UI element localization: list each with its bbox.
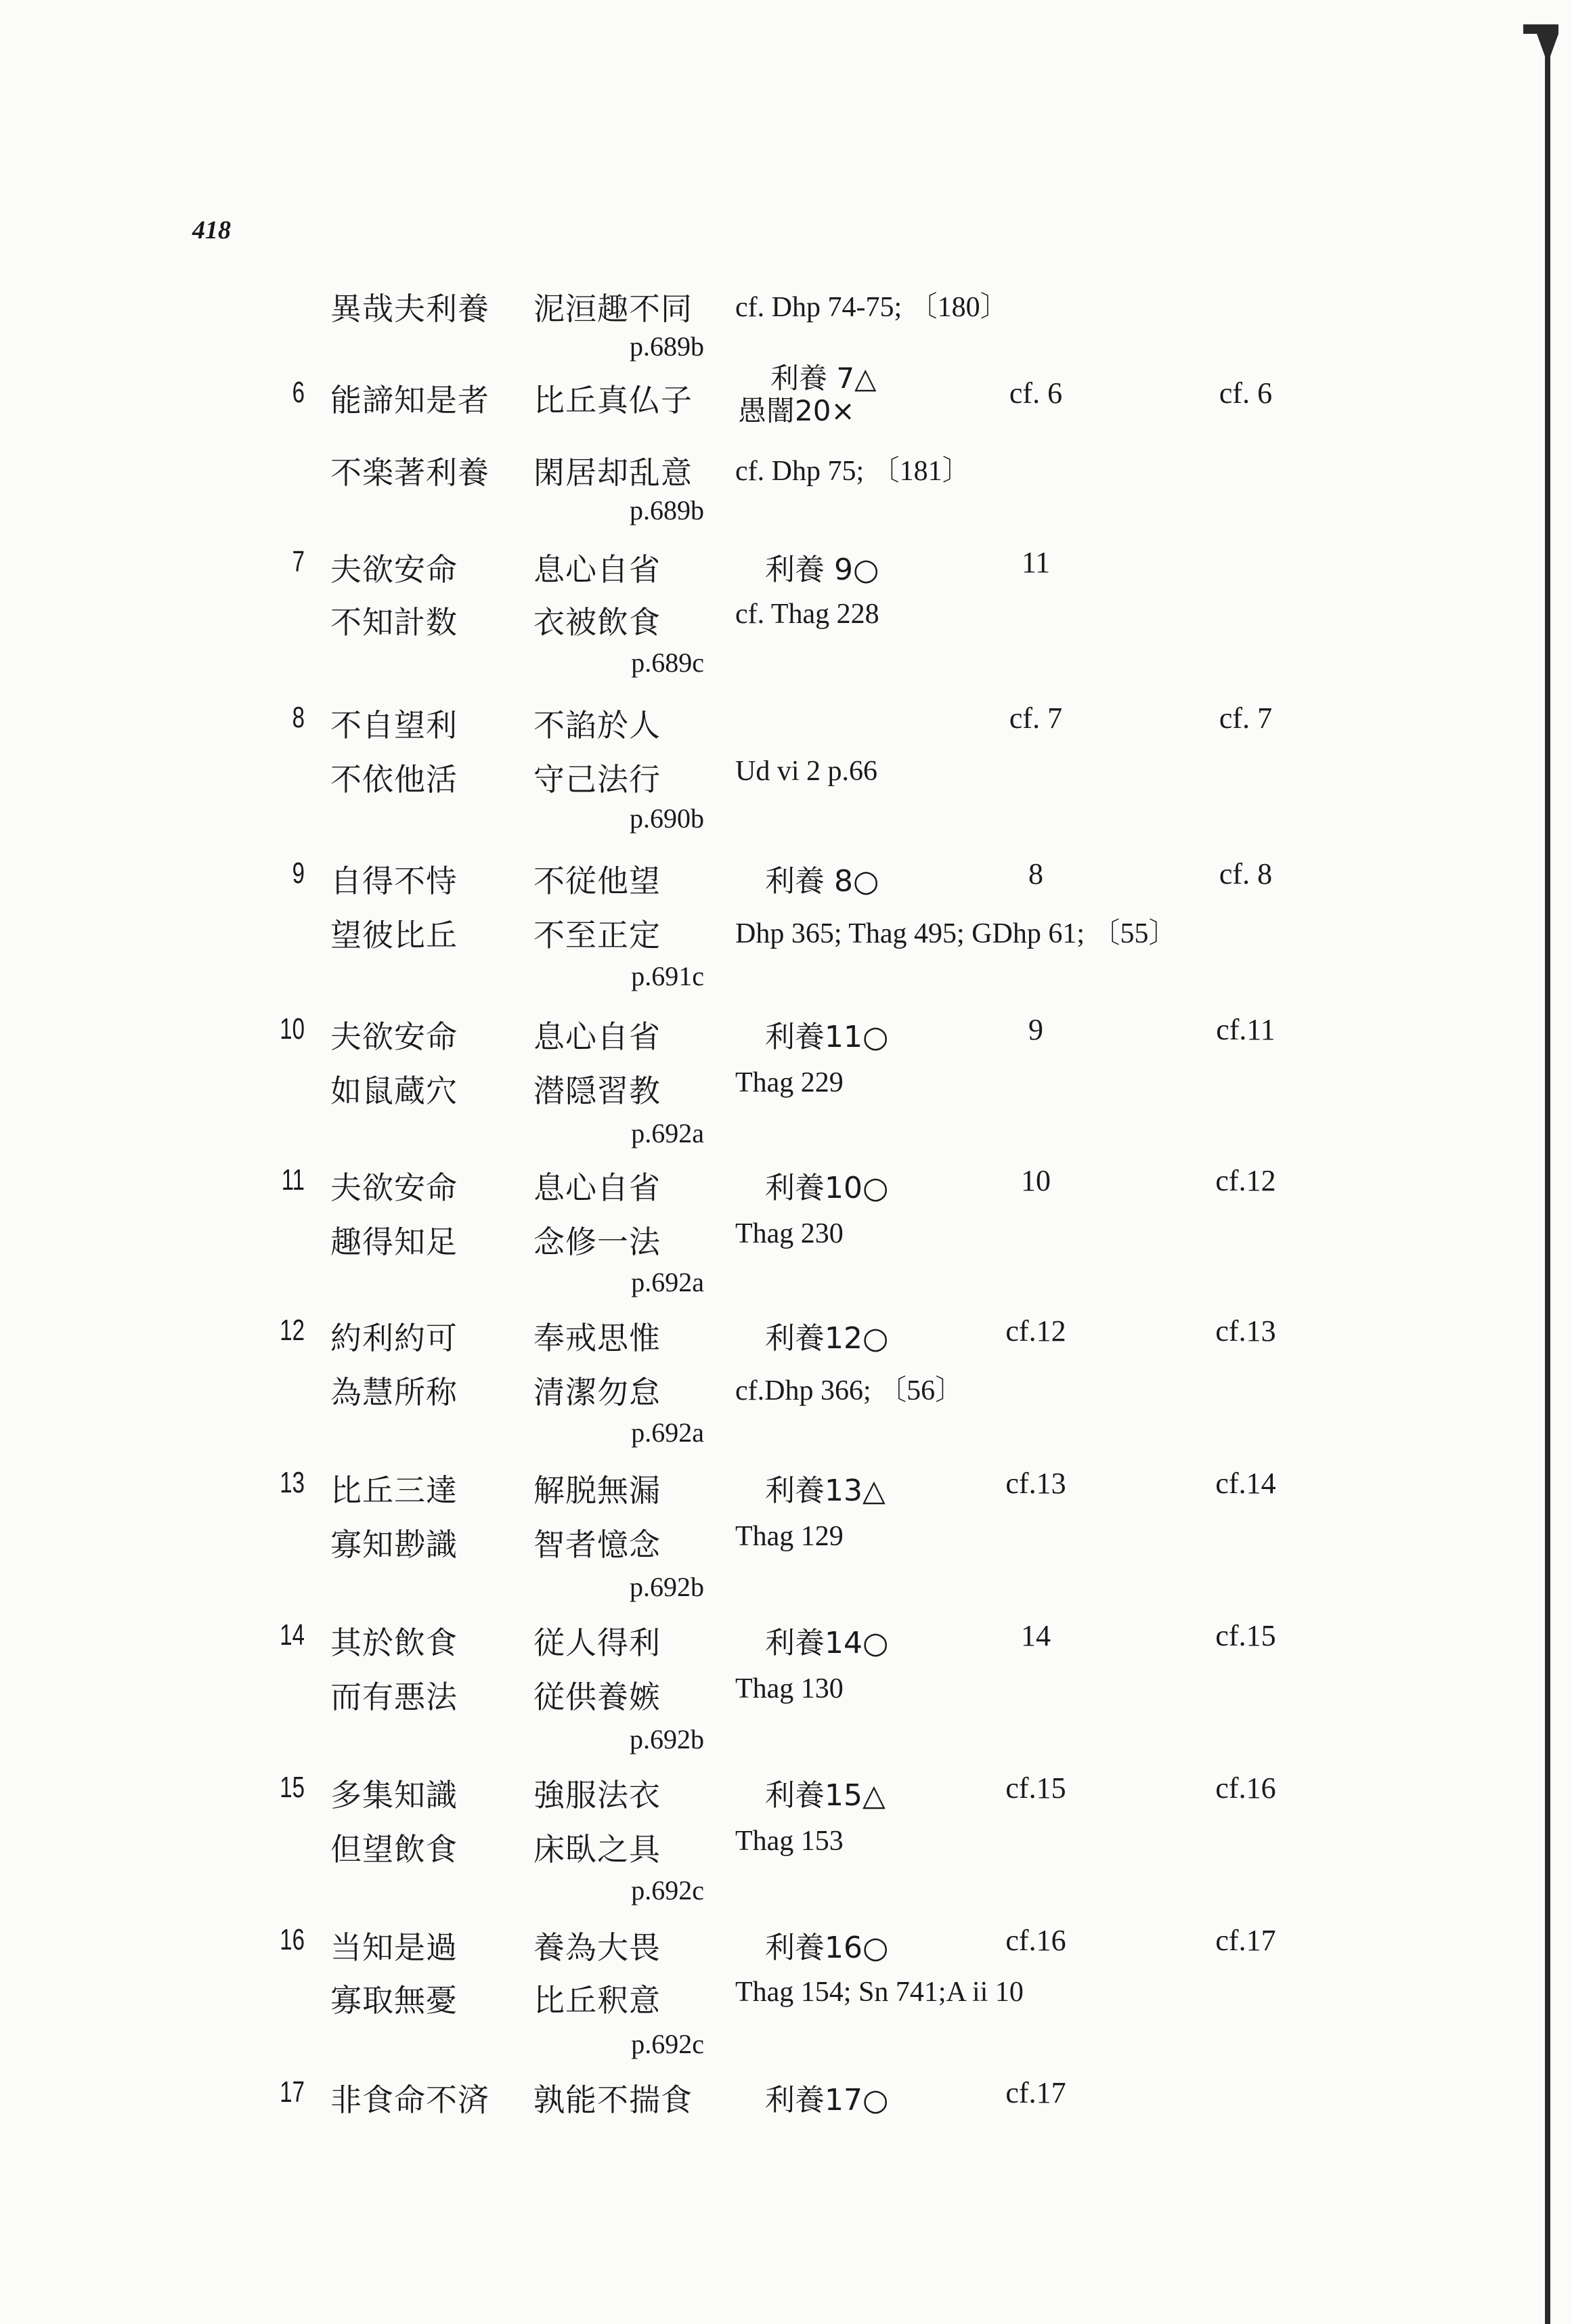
verse-number: 14 (280, 1618, 305, 1652)
parallel-reference: 利養15△ (765, 1778, 886, 1813)
verse-number: 8 (292, 701, 305, 734)
chinese-verse-line-b: 潜隠習教 (533, 1073, 661, 1109)
parallel-reference: Thag 230 (735, 1218, 844, 1249)
concordance-col-5: cf.11 (1216, 1013, 1275, 1046)
concordance-col-4: cf. 6 (1009, 376, 1063, 410)
concordance-col-5: cf.14 (1215, 1467, 1276, 1500)
chinese-verse-line-b: 従供養嫉 (533, 1679, 661, 1715)
chinese-verse-line-b: 清潔勿怠 (533, 1374, 661, 1411)
verse-number: 17 (280, 2075, 305, 2109)
verse-number: 11 (281, 1163, 305, 1197)
page-reference: p.692a (631, 1417, 704, 1448)
page-reference: p.692b (630, 1724, 704, 1755)
chinese-verse-line-a: 夫欲安命 (330, 1169, 458, 1206)
concordance-col-5: cf. 7 (1219, 702, 1273, 735)
chinese-verse-line-b: 息心自省 (533, 1018, 661, 1055)
chinese-verse-line-b: 息心自省 (533, 551, 661, 588)
parallel-reference: Dhp 365; Thag 495; GDhp 61; 〔55〕 (735, 918, 1177, 949)
parallel-reference: Thag 130 (735, 1673, 844, 1704)
parallel-reference: 利養16○ (765, 1931, 889, 1965)
parallel-reference: 利養10○ (765, 1171, 889, 1205)
concordance-col-4: 14 (1021, 1619, 1051, 1652)
parallel-reference: cf. Dhp 74-75; 〔180〕 (735, 292, 1009, 323)
chinese-verse-line-b: 不諂於人 (533, 707, 661, 744)
chinese-verse-line-a: 夫欲安命 (330, 1018, 458, 1055)
chinese-verse-line-a: 夫欲安命 (330, 551, 458, 588)
chinese-verse-line-a: 異哉夫利養 (330, 290, 489, 327)
parallel-reference (738, 362, 876, 427)
concordance-col-5: cf.15 (1215, 1619, 1276, 1652)
verse-number: 7 (292, 545, 305, 578)
concordance-col-5: cf.17 (1215, 1924, 1276, 1957)
chinese-verse-line-a: 寡知尠識 (330, 1526, 458, 1563)
verse-number: 13 (280, 1466, 305, 1499)
concordance-col-5: cf.13 (1215, 1314, 1276, 1348)
page-reference: p.689b (630, 495, 704, 525)
chinese-verse-line-a: 為慧所称 (330, 1374, 458, 1411)
parallel-reference: 利養11○ (765, 1020, 889, 1054)
chinese-verse-line-a: 不知計数 (330, 604, 458, 641)
edge-tick-mark (1523, 24, 1558, 34)
concordance-col-4: cf.16 (1005, 1924, 1066, 1957)
page-reference: p.689c (631, 647, 704, 678)
chinese-verse-line-b: 孰能不揣食 (533, 2082, 693, 2118)
page-reference: p.692c (631, 1875, 704, 1906)
parallel-reference: 利養17○ (765, 2083, 889, 2117)
verse-number: 9 (292, 857, 305, 890)
chinese-verse-line-a: 寡取無憂 (330, 1982, 458, 2019)
chinese-verse-line-b: 床臥之具 (533, 1831, 661, 1868)
chinese-verse-line-b: 奉戒思惟 (533, 1320, 661, 1356)
concordance-col-4: 9 (1028, 1013, 1043, 1046)
parallel-reference: Thag 153 (735, 1826, 844, 1857)
chinese-verse-line-a: 当知是過 (330, 1929, 458, 1966)
chinese-verse-line-a: 但望飲食 (330, 1831, 458, 1868)
chinese-verse-line-b: 従人得利 (533, 1624, 661, 1661)
chinese-verse-line-b: 解脱無漏 (533, 1472, 661, 1509)
verse-number: 6 (292, 376, 305, 409)
chinese-verse-line-b: 衣被飲食 (533, 604, 661, 641)
chinese-verse-line-b: 息心自省 (533, 1169, 661, 1206)
chinese-verse-line-b: 養為大畏 (533, 1929, 661, 1966)
parallel-reference: 利養 8○ (765, 864, 879, 899)
chinese-verse-line-b: 泥洹趣不同 (533, 290, 693, 327)
page-reference: p.690b (630, 803, 704, 834)
chinese-verse-line-a: 比丘三達 (330, 1472, 458, 1509)
page-reference: p.689b (630, 331, 704, 362)
parallel-reference: 利養13△ (765, 1473, 886, 1508)
concordance-col-5: cf. 6 (1219, 376, 1273, 410)
concordance-col-4: cf. 7 (1009, 702, 1063, 735)
parallel-reference: Thag 229 (735, 1067, 844, 1098)
chinese-verse-line-b: 智者憶念 (533, 1526, 661, 1563)
chinese-verse-line-b: 比丘釈意 (533, 1982, 661, 2019)
concordance-col-4: 8 (1028, 857, 1043, 890)
page-reference: p.692a (631, 1267, 704, 1297)
concordance-col-5: cf.16 (1215, 1771, 1276, 1805)
parallel-reference: Ud vi 2 p.66 (735, 756, 877, 787)
concordance-col-5: cf.12 (1215, 1164, 1276, 1197)
page-reference: p.692b (630, 1572, 704, 1602)
verse-number: 12 (280, 1314, 305, 1347)
chinese-verse-line-b: 念修一法 (533, 1224, 661, 1260)
concordance-col-4: 10 (1021, 1164, 1051, 1197)
chinese-verse-line-a: 不自望利 (330, 707, 458, 744)
chinese-verse-line-a: 其於飲食 (330, 1624, 458, 1661)
concordance-col-4: cf.17 (1005, 2076, 1066, 2109)
parallel-reference: 利養 9○ (765, 553, 879, 587)
page-reference: p.692c (631, 2029, 704, 2059)
verse-number: 10 (280, 1012, 305, 1046)
concordance-col-4: cf.15 (1005, 1771, 1066, 1805)
page-reference: p.691c (631, 961, 704, 991)
parallel-reference: Thag 154; Sn 741;A ii 10 (735, 1977, 1024, 2008)
page-reference: p.692a (631, 1118, 704, 1148)
chinese-verse-line-b: 不従他望 (533, 863, 661, 899)
page-edge-line (1545, 27, 1550, 2324)
verse-number: 15 (280, 1771, 305, 1804)
verse-number: 16 (280, 1923, 305, 1956)
chinese-verse-line-a: 約利約可 (330, 1320, 458, 1356)
chinese-verse-line-a: 非食命不済 (330, 2082, 489, 2118)
concordance-col-4: 11 (1021, 546, 1051, 579)
chinese-verse-line-b: 閑居却乱意 (533, 454, 693, 491)
chinese-verse-line-b: 強服法衣 (533, 1777, 661, 1813)
concordance-col-4: cf.13 (1005, 1467, 1066, 1500)
parallel-reference: 利養12○ (765, 1321, 889, 1356)
chinese-verse-line-a: 望彼比丘 (330, 917, 458, 953)
concordance-col-5: cf. 8 (1219, 857, 1273, 890)
concordance-col-4: cf.12 (1005, 1314, 1066, 1348)
parallel-reference: cf. Dhp 75; 〔181〕 (735, 456, 971, 487)
parallel-rank-bottom: 愚闇20× (738, 394, 855, 427)
chinese-verse-line-b: 守己法行 (533, 761, 661, 798)
chinese-verse-line-a: 如鼠蔵穴 (330, 1073, 458, 1109)
parallel-rank-top: 利養 7△ (770, 362, 877, 395)
chinese-verse-line-a: 不依他活 (330, 761, 458, 798)
chinese-verse-line-a: 而有悪法 (330, 1679, 458, 1715)
chinese-verse-line-a: 多集知識 (330, 1777, 458, 1813)
chinese-verse-line-a: 自得不恃 (330, 863, 458, 899)
parallel-reference: 利養14○ (765, 1626, 889, 1660)
parallel-reference: Thag 129 (735, 1521, 844, 1552)
chinese-verse-line-a: 不楽著利養 (330, 454, 489, 491)
chinese-verse-line-b: 不至正定 (533, 917, 661, 953)
chinese-verse-line-b: 比丘真仏子 (533, 382, 693, 418)
chinese-verse-line-a: 能諦知是者 (330, 382, 489, 418)
page-number: 418 (192, 216, 231, 244)
parallel-reference: cf. Thag 228 (735, 599, 879, 630)
chinese-verse-line-a: 趣得知足 (330, 1224, 458, 1260)
parallel-reference: cf.Dhp 366; 〔56〕 (735, 1375, 964, 1406)
